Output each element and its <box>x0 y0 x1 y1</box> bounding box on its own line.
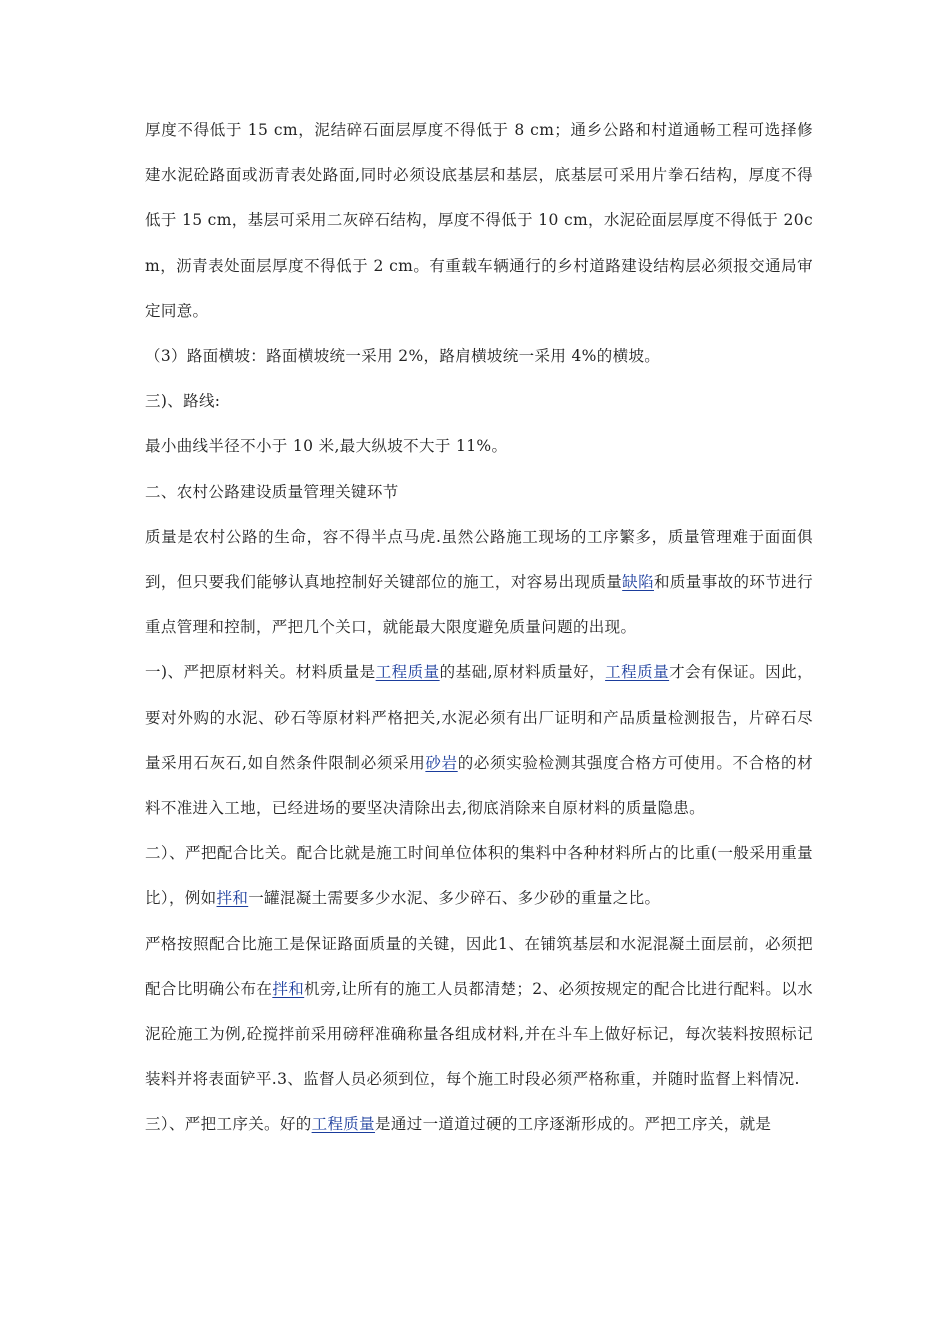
text-segment: 是通过一道道过硬的工序逐渐形成的。严把工序关，就是 <box>375 1115 772 1134</box>
text-segment: 的基础,原材料质量好， <box>439 663 606 682</box>
link-defect[interactable]: 缺陷 <box>622 573 654 592</box>
text-segment: 才会有保证。因此，要对外购的水泥、砂石等原材料严格把关,水泥必须有出厂证明和产品质量检测报告，片碎石尽量采用石灰石,如自然条件限制必须采用 <box>145 663 813 772</box>
paragraph-quality-intro <box>145 515 813 651</box>
text-segment: 一罐混凝土需要多少水泥、多少碎石、多少砂的重量之比。 <box>248 889 661 908</box>
heading-quality-management: 二、农村公路建设质量管理关键环节 <box>145 482 399 501</box>
text-segment: 的必须实验检测其强度合格方可使用。不合格的材料不准进入工地，已经进场的要坚决清除出去,彻底消除来自原材料的质量隐患。 <box>145 753 813 818</box>
text-segment: 一)、严把原材料关。材料质量是 <box>145 663 376 682</box>
link-mixing[interactable]: 拌和 <box>272 979 305 998</box>
paragraph-curve-radius: 最小曲线半径不小于 10 米,最大纵坡不大于 11%。 <box>145 437 508 456</box>
text-segment: 机旁,让所有的施工人员都清楚；2、必须按规定的配合比进行配料。以水泥砼施工为例,砼搅拌前采用磅秤准确称量各组成材料,并在斗车上做好标记，每次装料按照标记装料并将表面铲平.3、监督人员必须到位，每个施工时段必须严格称重，并随时监督上料情况. <box>145 979 814 1089</box>
text-segment: 三）、严把工序关。好的 <box>145 1115 312 1134</box>
link-engineering-quality[interactable]: 工程质量 <box>311 1115 376 1134</box>
link-engineering-quality[interactable]: 工程质量 <box>605 663 670 682</box>
link-sandstone[interactable]: 砂岩 <box>425 753 458 772</box>
text-segment: 质量是农村公路的生命，容不得半点马虎.虽然公路施工现场的工序繁多，质量管理难于面面俱到，但只要我们能够认真地控制好关键部位的施工，对容易出现质量 <box>145 527 813 592</box>
paragraph-process-control <box>145 1102 813 1147</box>
paragraph-pavement-thickness: 厚度不得低于 15 cm，泥结碎石面层厚度不得低于 8 cm；通乡公路和村道通畅工程可选择修建水泥砼路面或沥青表处路面,同时必须设底基层和基层，底基层可采用片拳石结构，厚度不得低于 15 cm，基层可采用二灰碎石结构，厚度不得低于 10 cm，水泥砼面层厚度不得低于 20cm，沥青表处面层厚度不得低于 2 cm。有重载车辆通行的乡村道路建设结构层必须报交通局审定同意。 <box>145 121 813 320</box>
link-engineering-quality[interactable]: 工程质量 <box>375 663 440 682</box>
text-segment: 和质量事故的环节进行重点管理和控制，严把几个关口，就能最大限度避免质量问题的出现。 <box>145 573 813 637</box>
paragraph-cross-slope: （3）路面横坡：路面横坡统一采用 2%，路肩横坡统一采用 4%的横坡。 <box>145 347 661 366</box>
document-body <box>145 108 813 1148</box>
text-segment: 二）、严把配合比关。配合比就是施工时间单位体积的集料中各种材料所占的比重(一般采用重量比），例如 <box>145 844 813 908</box>
paragraph-mix-ratio <box>145 831 813 921</box>
paragraph-raw-materials <box>145 650 813 831</box>
paragraph-mix-ratio-construction <box>145 922 813 1103</box>
text-segment: 严格按照配合比施工是保证路面质量的关键，因此1、在铺筑基层和水泥混凝土面层前，必须把配合比明确公布在 <box>145 934 813 998</box>
heading-route: 三)、路线: <box>145 392 221 411</box>
link-mixing[interactable]: 拌和 <box>216 889 249 908</box>
